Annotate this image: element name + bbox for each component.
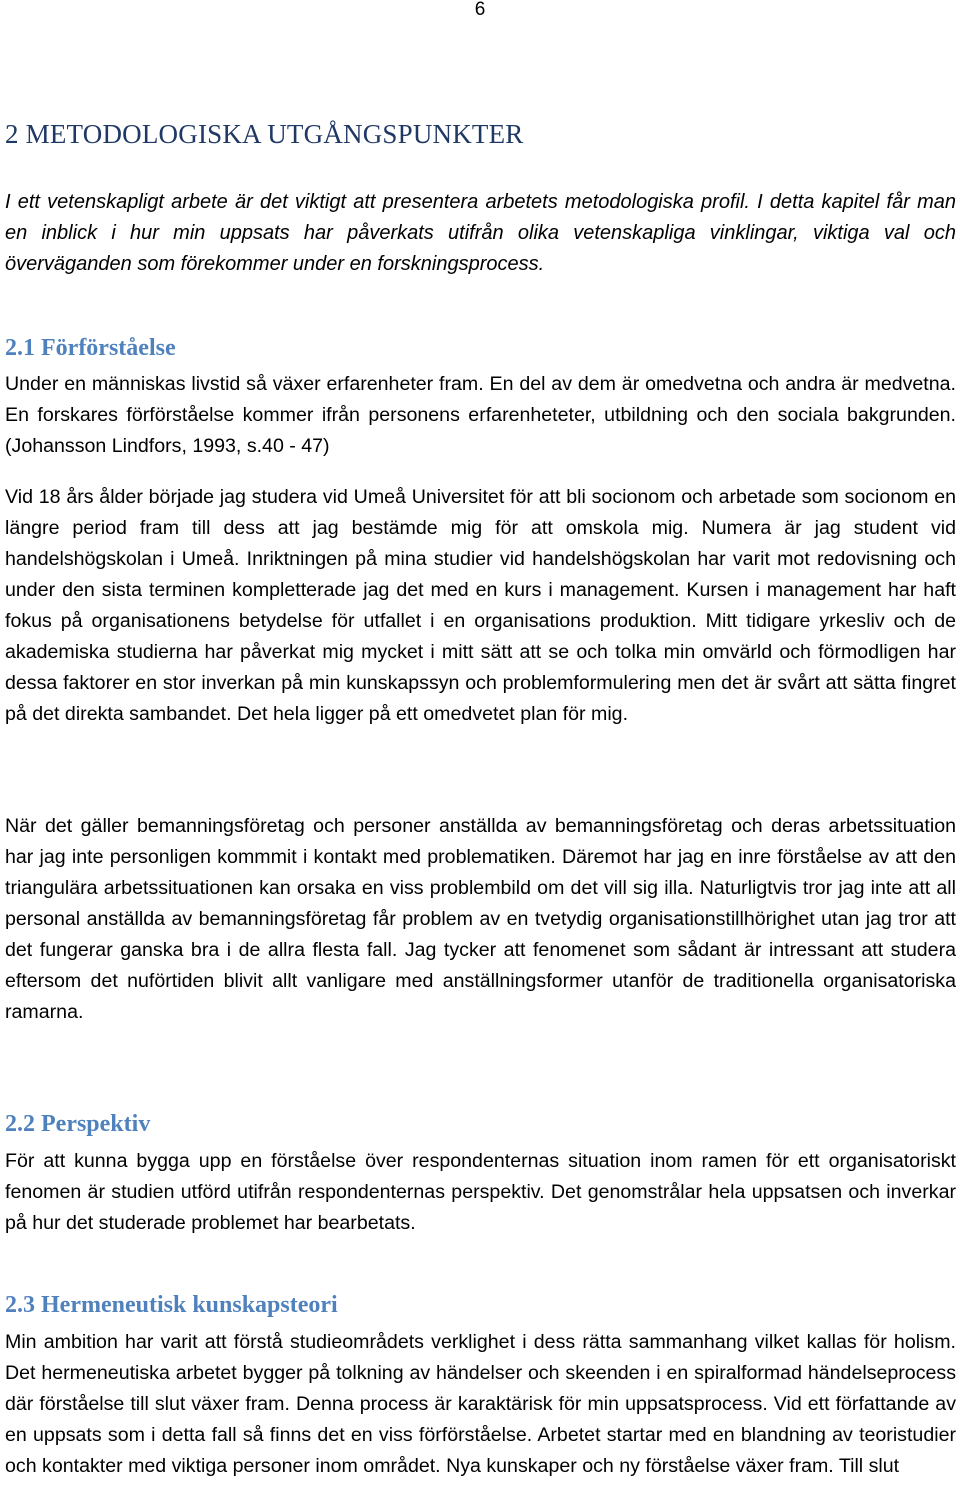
page-number: 6 — [474, 0, 486, 20]
paragraph — [5, 811, 956, 1028]
paragraph — [5, 1327, 956, 1482]
paragraph — [5, 482, 956, 730]
chapter-intro: I ett vetenskapligt arbete är det viktigt att presentera arbetets metodologiska profil. I detta kapitel får man en inblick i hur min uppsats har påverkats utifrån olika vetenskapliga vinklingar, viktiga val och överväganden som förekommer under en forskningsprocess. — [5, 191, 956, 275]
paragraph-text: Min ambition har varit att förstå studieområdets verklighet i dess rätta sammanhang vilket kallas för holism. Det hermeneutiska arbetet bygger på tolkning av händelser och skeenden i en spiralformad händelseprocess där förståelse till slut växer fram. Denna process är karaktärisk för min uppsatsprocess. Vid ett författande av en uppsats som i detta fall så finns det en viss förförståelse. Arbetet startar med en blandning av teoristudier och kontakter med viktiga personer inom området. Nya kunskaper och ny förståelse växer fram. Till slut — [5, 1331, 956, 1477]
paragraph-text: När det gäller bemanningsföretag och personer anställda av bemanningsföretag och deras arbetssituation har jag inte personligen kommmit i kontakt med problematiken. Däremot har jag en inre förståelse av att den triangulära arbetssituationen kan orsaka en viss problembild om det vill sig illa. Naturligtvis tror jag inte att all personal anställda av bemanningsföretag får problem av en tvetydig organisationstillhörighet utan jag tror att det fungerar ganska bra i de allra flesta fall. Jag tycker att fenomenet som sådant är intressant att studera eftersom det nuförtiden blivit allt vanligare med anställningsformer utanför de traditionella organisatoriska ramarna. — [5, 815, 956, 1023]
paragraph-text: För att kunna bygga upp en förståelse över respondenternas situation inom ramen för ett organisatoriskt fenomen är studien utförd utifrån respondenternas perspektiv. Det genomstrålar hela uppsatsen och inverkar på hur det studerade problemet har bearbetats. — [5, 1150, 956, 1234]
section-title-hermeneutisk-kunskapsteori: 2.3 Hermeneutisk kunskapsteori — [5, 1292, 338, 1318]
chapter-title: 2 METODOLOGISKA UTGÅNGSPUNKTER — [5, 119, 524, 149]
section-title-forforstaelse: 2.1 Förförståelse — [5, 335, 176, 361]
section-title-perspektiv: 2.2 Perspektiv — [5, 1111, 151, 1137]
paragraph — [5, 1146, 956, 1239]
paragraph-text: Vid 18 års ålder började jag studera vid Umeå Universitet för att bli socionom och arbetade som socionom en längre period fram till dess att jag bestämde mig för att omskola mig. Numera är jag student vid handelshögskolan i Umeå. Inriktningen på mina studier vid handelshögskolan har varit mot redovisning och under den sista terminen kompletterade jag det med en kurs i management. Kursen i management har haft fokus på organisationens betydelse för utfallet i en organisations produktion. Mitt tidigare yrkesliv och de akademiska studierna har påverkat mig mycket i mitt sätt att se och tolka min omvärld och förmodligen har dessa faktorer en stor inverkan på min kunskapssyn och problemformulering men det är svårt att sätta fingret på det direkta sambandet. Det hela ligger på ett omedvetet plan för mig. — [5, 486, 956, 725]
paragraph-text: Under en människas livstid så växer erfarenheter fram. En del av dem är omedvetna och andra är medvetna. En forskares förförståelse kommer ifrån personens erfarenheteter, utbildning och den sociala bakgrunden. (Johansson Lindfors, 1993, s.40 - 47) — [5, 373, 956, 457]
paragraph — [5, 369, 956, 462]
